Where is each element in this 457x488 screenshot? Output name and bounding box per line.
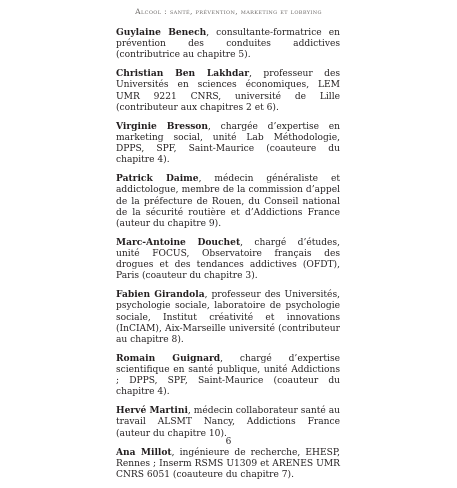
contributor-entry [116,121,340,166]
contributor-description: , ingénieure de recherche, EHESP, Rennes ; Inserm RSMS U1309 et ARENES UMR CNRS 6051 (coauteure du chapitre 7). [116,447,341,480]
contributor-description: , médecin collaborateur santé au travail ALSMT Nancy, Addictions France (auteur du chapitre 10). [116,406,340,439]
running-title: Alcool : santé, prévention, marketing et lobbying [135,7,322,16]
contributor-description: , professeur des Universités en sciences économiques, LEM UMR 9221 CNRS, université de Lille (contributeur aux chapitres 2 et 6). [116,69,340,113]
running-header [0,7,457,16]
contributor-description: , professeur des Universités, psychologie sociale, laboratoire de psychologie sociale, Institut créativité et innovations (InCIAM), Aix-Marseille université (contributeur au chapitre 8). [116,290,340,345]
contributor-entry [116,289,340,345]
contributor-name: Guylaine Benech [116,27,207,38]
contributor-description: , médecin généraliste et addictologue, membre de la commission d’appel de la préfecture de Rouen, du Conseil national de la sécurité routière et d’Addictions France (auteur du chapitre 9). [116,174,340,229]
contributor-name: Hervé Martini [116,405,188,417]
contributor-entry [116,173,340,229]
contributor-entry [116,447,340,481]
contributor-entry [116,27,340,61]
contributor-entry [116,237,340,282]
contributor-name: Virginie Bresson [116,120,208,132]
contributor-name: Ana Millot [116,446,172,458]
contributor-name: Patrick Daime [116,173,199,185]
contributor-entry [116,353,340,398]
contributor-entry [116,68,340,113]
contributor-entry [116,405,340,439]
contributors-list [116,27,340,488]
contributor-name: Romain Guignard [116,352,221,364]
contributor-description: , chargé d’expertise scientifique en santé publique, unité Addictions ; DPPS, SPF, Saint-Maurice (coauteur du chapitre 4). [116,353,340,398]
page-number: 6 [225,437,232,447]
contributor-name: Fabien Girandola [116,289,205,301]
contributor-description: , consultante-formatrice en prévention des conduites addictives (contributrice au chapitre 5). [116,28,340,61]
contributor-name: Christian Ben Lakhdar [116,68,250,80]
contributor-name: Marc-Antoine Douchet [116,236,241,248]
contributor-description: , chargée d’expertise en marketing social, unité Lab Méthodologie, DPPS, SPF, Saint-Maurice (coauteure du chapitre 4). [116,121,340,166]
contributor-description: , chargé d’études, unité FOCUS, Observatoire français des drogues et des tendances addictives (OFDT), Paris (coauteur du chapitre 3). [116,237,340,282]
